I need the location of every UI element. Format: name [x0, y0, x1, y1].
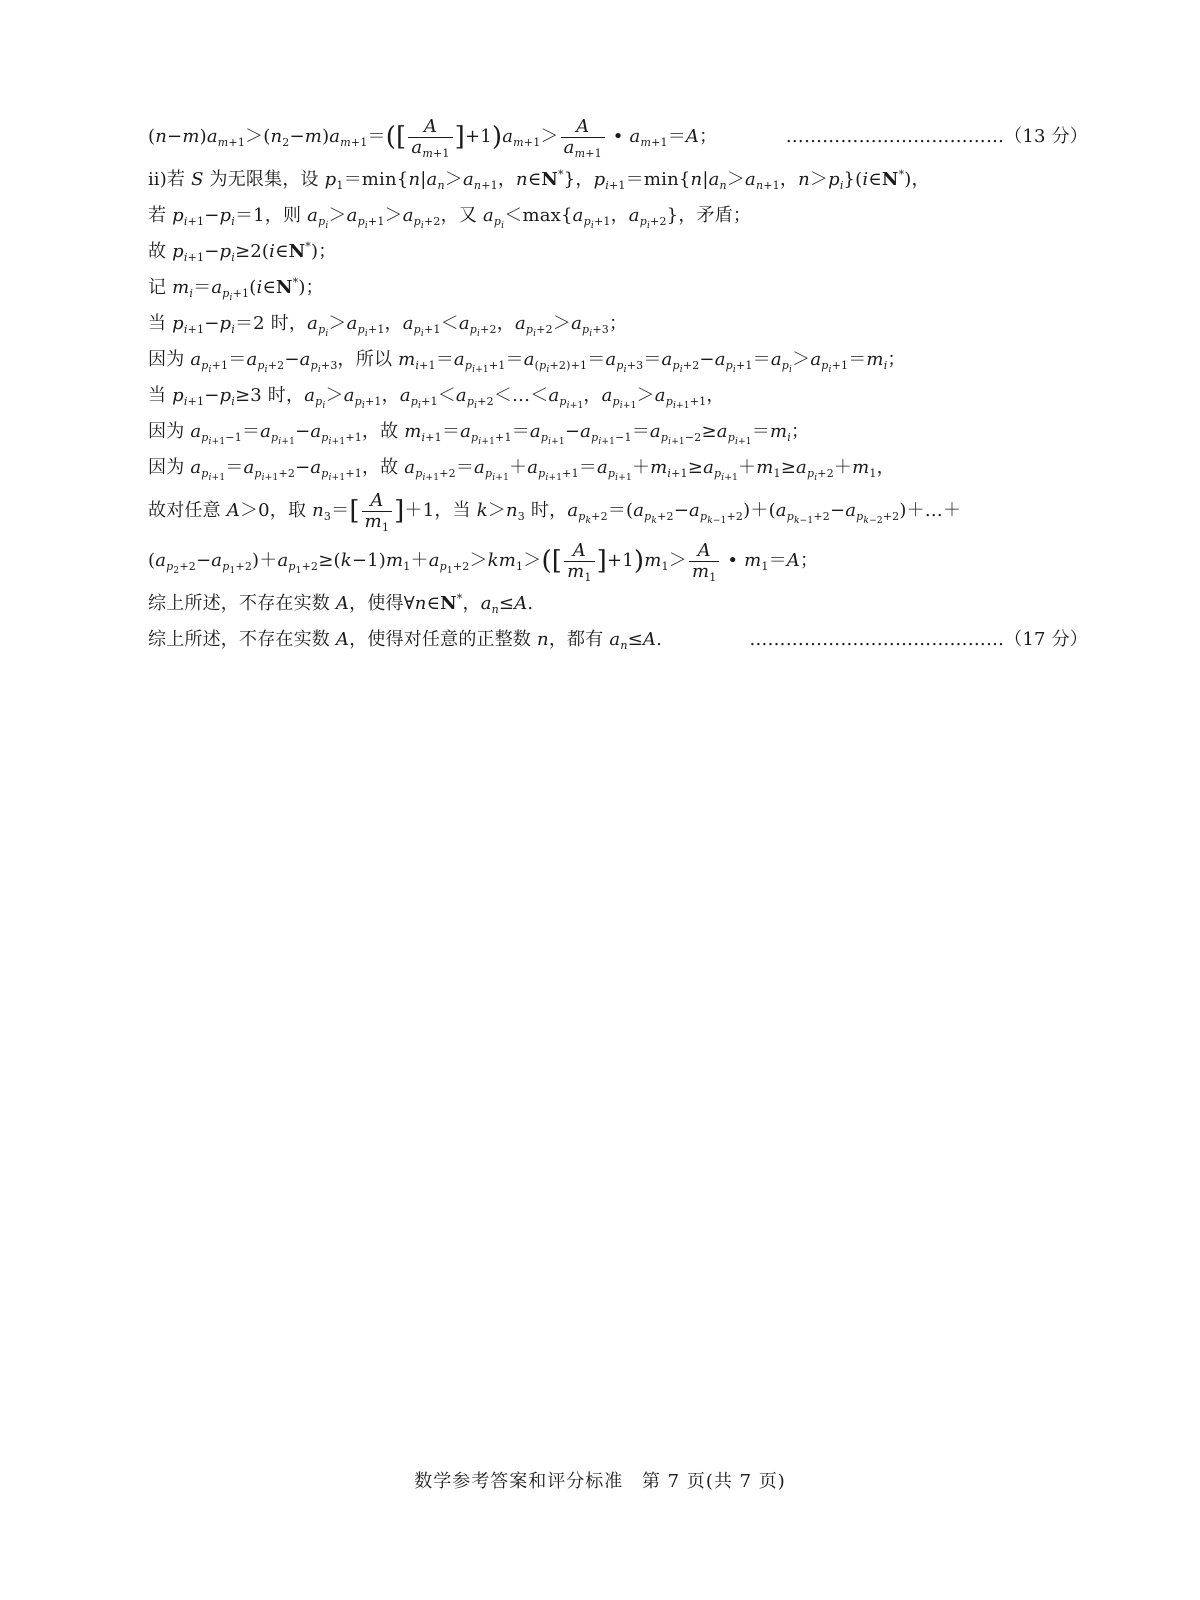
page-number: 第 7 页(共 7 页) [641, 1471, 786, 1492]
answer-body [148, 112, 1088, 658]
math-line: 若 $p_{i+1}-p_i=1$，则 $a_{p_i}>a_{p_i+1}>a_{p_i+2}$，又 $a_{p_i}<\max\{a_{p_i+1}$，$a_{p_i+2}$}，矛盾； [148, 205, 752, 231]
math-line: 故 $p_{i+1}-p_i\ge 2(i\in N^*)$； [148, 240, 337, 264]
math-line: $(n-m)a_{m+1}>(n_2-m)a_{m+1}=$([ $\frac{A}{a_{m+1}}$ ]$+1)a_{m+1}>$ $\frac{A}{a_{m+1}}$ • $a_{m+1}=A$； ………………………………（13 分） [148, 112, 1088, 162]
score-marker: ……………………………………（17 分） [749, 629, 1088, 650]
math-line: 当 $p_{i+1}-p_i=2$ 时，$a_{p_i}>a_{p_i+1}$，$a_{p_i+1}<a_{p_i+2}$，$a_{p_i+2}>a_{p_i+3}$； [148, 313, 628, 339]
math-line: 故对任意 A＞0，取 $n_3=$[ $\frac{A}{m_1}$ ]＋1，当 $k>n_3$ 时，$a_{p_k+2}=(a_{p_k+2}-a_{p_{k-1}+2})+(a_{p_{k-1}+2}-a_{p_{k-2}+2})+\dots+$ [148, 489, 962, 534]
math-line: ⅱ)若 S 为无限集，设 $p_1=\min\{n|a_n>a_{n+1}$，n∈N*}，$p_{i+1}=\min\{n|a_n>a_{n+1}$，$n>p_i\}(i\in N^*)$， [148, 168, 930, 192]
math-line: 因为 $a_{p_{i+1}-1}=a_{p_{i+1}}-a_{p_{i+1}+1}$，故 $m_{i+1}=a_{p_{i+1}+1}=a_{p_{i+1}}-a_{p_{i+1}-1}=a_{p_{i+1}-2}\ge a_{p_{i+1}}=m_i$； [148, 421, 810, 447]
math-line: 综上所述，不存在实数 A，使得对任意的正整数 n，都有 $a_n\le A$. ……………………………………（17 分） [148, 622, 1088, 658]
math-line: $(a_{p_2+2}-a_{p_1+2})+a_{p_1+2}\ge(k-1)m_1+a_{p_1+2}>km_1>$([ $\frac{A}{m_1}$ ]$+1)m_1>$ $\frac{A}{m_1}$ • $m_1=A$； [148, 539, 819, 584]
math-line: 因为 $a_{p_{i+1}}=a_{p_{i+1}+2}-a_{p_{i+1}+1}$，故 $a_{p_{i+1}+2}=a_{p_{i+1}}+a_{p_{i+1}+1}=a_{p_{i+1}}+m_{i+1}\ge a_{p_{i+1}}+m_1\ge a_{p_i+2}+m_1$， [148, 457, 895, 483]
math-line: 记 $m_i=a_{p_i+1}(i\in N^*)$； [148, 276, 324, 303]
footer-title: 数学参考答案和评分标准 [414, 1471, 624, 1492]
score-marker: ………………………………（13 分） [785, 126, 1088, 147]
page-footer [0, 1467, 1200, 1493]
math-line: 当 $p_{i+1}-p_i\ge 3$ 时，$a_{p_i}>a_{p_i+1}$，$a_{p_i+1}<a_{p_i+2}<\dots<a_{p_{i+1}}$，$a_{p_{i+1}}>a_{p_{i+1}+1}$， [148, 385, 725, 411]
math-line: 因为 $a_{p_i+1}=a_{p_i+2}-a_{p_i+3}$，所以 $m_{i+1}=a_{p_{i+1}+1}=a_{(p_i+2)+1}=a_{p_i+3}=a_{p_i+2}-a_{p_i+1}=a_{p_i}>a_{p_i+1}=m_i$； [148, 349, 906, 375]
math-line: 综上所述，不存在实数 A，使得∀n∈N*，$a_n\le A$. [148, 592, 534, 616]
